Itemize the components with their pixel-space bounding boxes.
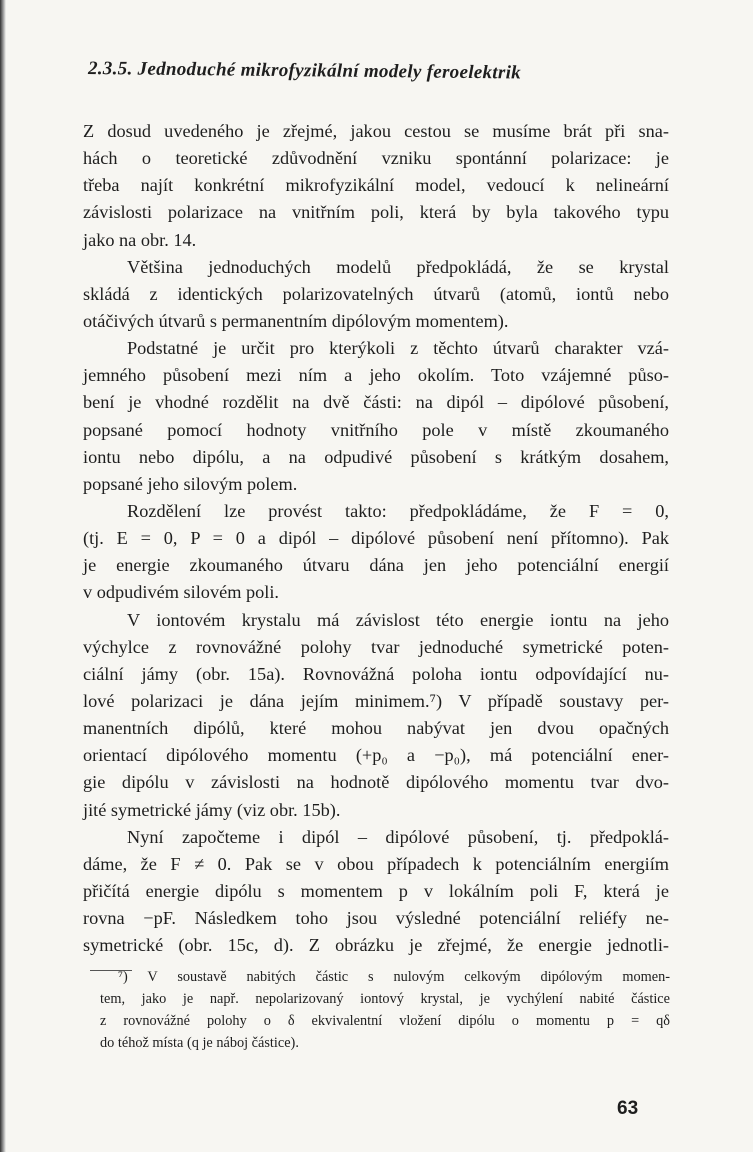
text-line: rovna −pF. Následkem toho jsou výsledné potenciální reliéfy ne- — [83, 908, 669, 929]
text-line: jako na obr. 14. — [83, 229, 197, 250]
text-line: jemného působení mezi ním a jeho okolím. Toto vzájemné půso- — [83, 365, 669, 386]
text-line: (tj. E = 0, P = 0 a dipól – dipólové působení není přítomno). Pak — [83, 528, 669, 549]
text-line: v odpudivém silovém poli. — [83, 582, 280, 603]
text-line: bení je vhodné rozdělit na dvě části: na dipól – dipólové působení, — [83, 392, 669, 413]
text-line: otáčivých útvarů s permanentním dipólovým momentem). — [83, 310, 509, 331]
text-line: Většina jednoduchých modelů předpokládá, že se krystal — [127, 256, 669, 277]
text-line: Nyní započteme i dipól – dipólové působení, tj. předpoklá- — [127, 826, 669, 847]
text-line: Podstatné je určit pro kterýkoli z těchto útvarů charakter vzá- — [127, 338, 669, 359]
footnote-line: ⁷) V soustavě nabitých částic s nulovým celkovým dipólovým momen- — [118, 969, 670, 985]
text-line: Z dosud uvedeného je zřejmé, jakou cestou se musíme brát při sna- — [83, 121, 669, 141]
scan-page-edge — [0, 0, 6, 1152]
text-line: symetrické (obr. 15c, d). Z obrázku je zřejmé, že energie jednotli- — [83, 935, 669, 956]
text-line: orientací dipólového momentu (+p₀ a −p₀), má potenciální ener- — [83, 745, 669, 766]
section-heading: 2.3.5. Jednoduché mikrofyzikální modely feroelektrik — [87, 58, 522, 84]
text-line: popsané jeho silovým polem. — [83, 473, 298, 494]
footnote-line: tem, jako je např. nepolarizovaný iontový krystal, je vychýlení nabité částice — [100, 991, 670, 1007]
text-line: manentních dipólů, které mohou nabývat jen dvou opačných — [83, 718, 669, 739]
footnote-line: z rovnovážné polohy o δ ekvivalentní vložení dipólu o momentu p = qδ — [100, 1013, 670, 1029]
text-line: závislosti polarizace na vnitřním poli, která by byla takového typu — [83, 202, 669, 223]
text-line: V iontovém krystalu má závislost této energie iontu na jeho — [127, 609, 669, 630]
text-line: popsané pomocí hodnoty vnitřního pole v místě zkoumaného — [83, 419, 669, 440]
footnote-line: do téhož místa (q je náboj částice). — [100, 1035, 299, 1051]
text-line: Rozdělení lze provést takto: předpokládáme, že F = 0, — [127, 500, 669, 521]
text-line: je energie zkoumaného útvaru dána jen jeho potenciální energií — [83, 555, 669, 576]
text-line: skládá z identických polarizovatelných útvarů (atomů, iontů nebo — [83, 283, 669, 304]
text-line: hách o teoretické zdůvodnění vzniku spontánní polarizace: je — [83, 148, 669, 169]
text-line: třeba najít konkrétní mikrofyzikální model, vedoucí k nelineární — [83, 175, 669, 196]
text-line: gie dipólu v závislosti na hodnotě dipólového momentu tvar dvo- — [83, 772, 669, 793]
text-line: dáme, že F ≠ 0. Pak se v obou případech k potenciálním energiím — [83, 853, 669, 874]
text-line: lové polarizaci je dána jejím minimem.⁷) V případě soustavy per- — [83, 690, 669, 711]
text-line: ciální jámy (obr. 15a). Rovnovážná poloha iontu odpovídající nu- — [83, 663, 669, 684]
footnote — [100, 966, 670, 1054]
text-line: výchylce z rovnovážné polohy tvar jednoduché symetrické poten- — [83, 636, 669, 657]
page-number: 63 — [617, 1098, 639, 1119]
body-text — [83, 118, 669, 959]
text-line: iontu nebo dipólu, a na odpudivé působení s krátkým dosahem, — [83, 446, 669, 467]
text-line: přičítá energie dipólu s momentem p v lokálním poli F, která je — [83, 880, 669, 901]
text-line: jité symetrické jámy (viz obr. 15b). — [83, 799, 341, 820]
